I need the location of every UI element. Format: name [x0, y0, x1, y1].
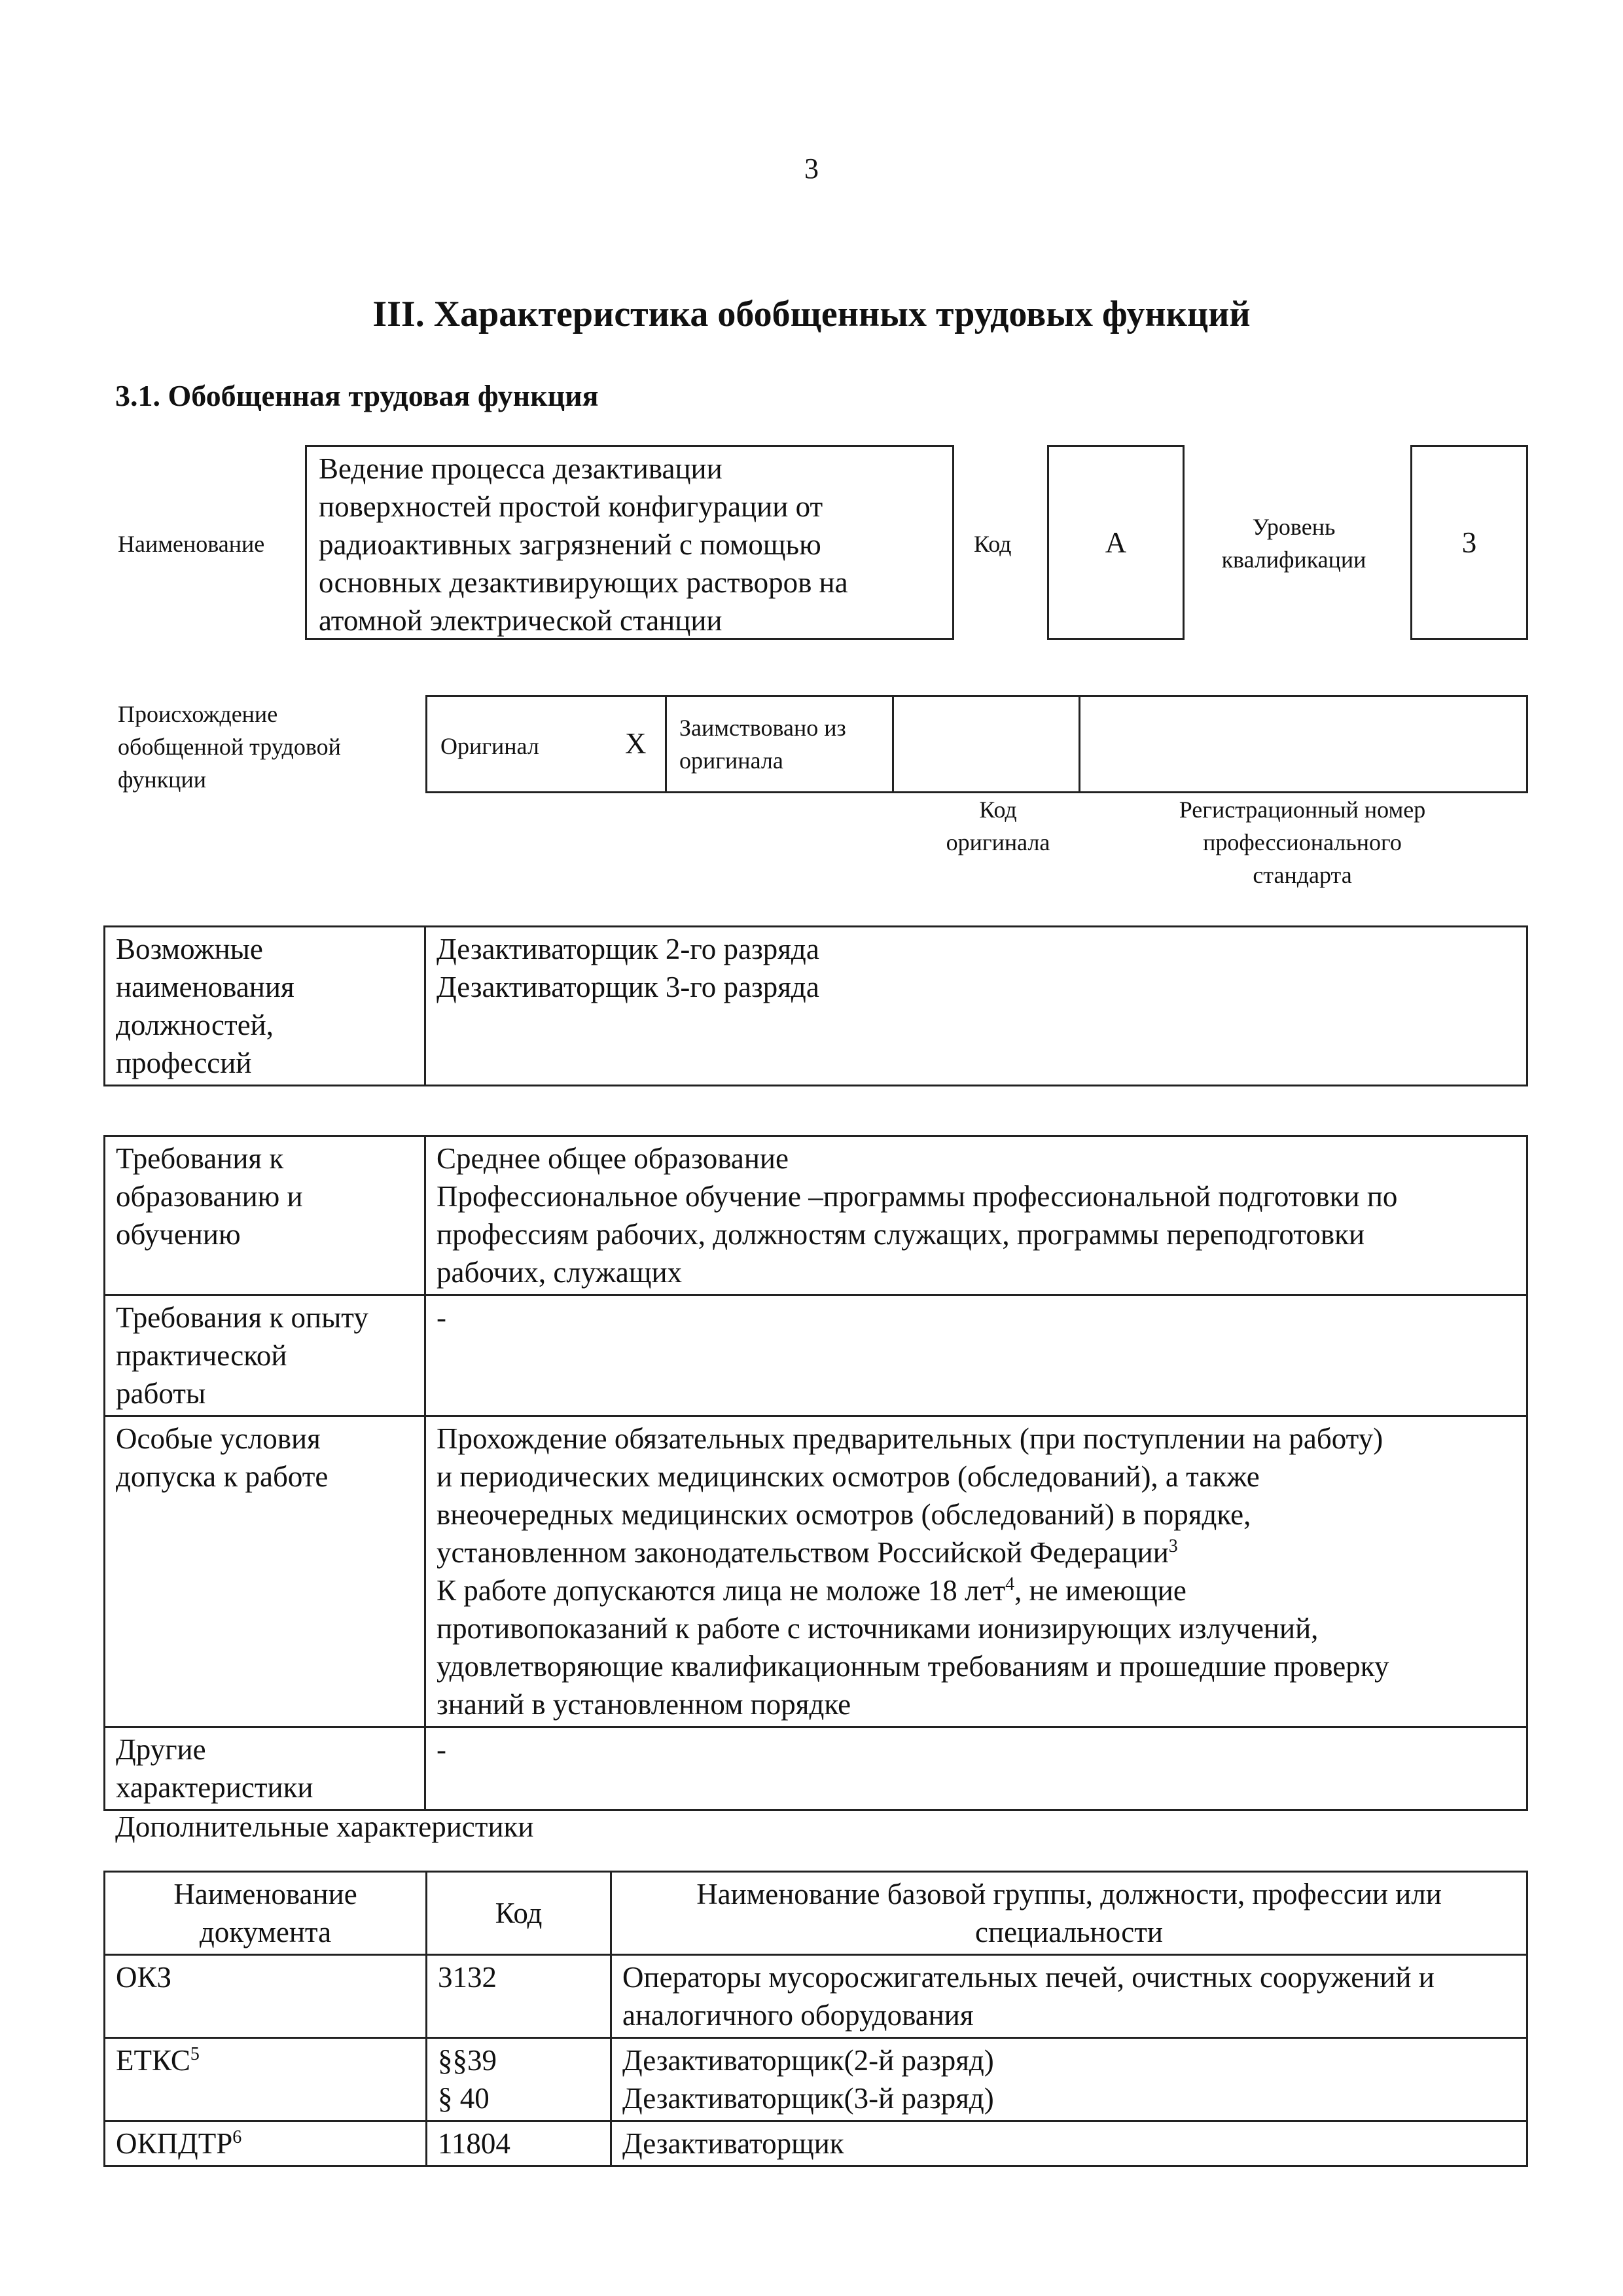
other-label	[105, 1727, 425, 1810]
education-label	[105, 1136, 425, 1295]
level-value: 3	[1461, 526, 1477, 559]
footnote-ref[interactable]: 4	[1005, 1574, 1015, 1594]
name-label: Наименование	[118, 531, 265, 557]
level-label	[1192, 511, 1395, 576]
footnote-ref[interactable]: 5	[190, 2044, 200, 2064]
education-value	[425, 1136, 1527, 1295]
caption-line: профессионального	[1203, 829, 1402, 855]
additional-table	[103, 1871, 1528, 2167]
origin-label-line: обобщенной трудовой	[118, 734, 341, 760]
reg-number-caption	[1099, 793, 1505, 891]
code-line: § 40	[438, 2082, 490, 2115]
other-value: -	[425, 1727, 1527, 1810]
label-line: должностей,	[116, 1009, 274, 1041]
caption-line: Регистрационный номер	[1179, 797, 1426, 823]
origin-label-line: функции	[118, 766, 206, 793]
function-name-line: атомной электрической станции	[319, 604, 722, 637]
code-cell: 3132	[427, 1955, 611, 2038]
level-label-line: Уровень	[1252, 514, 1336, 540]
divider	[892, 697, 894, 791]
table-row	[105, 1416, 1527, 1727]
level-box	[1410, 445, 1528, 640]
name-cell: Дезактиваторщик	[611, 2121, 1527, 2166]
function-name-line: поверхностей простой конфигурации от	[319, 490, 823, 523]
borrowed-label-line: Заимствовано из	[679, 715, 846, 741]
position-name: Дезактиваторщик 2-го разряда	[437, 933, 819, 965]
additional-title: Дополнительные характеристики	[115, 1810, 534, 1843]
table-row	[105, 1136, 1527, 1295]
page-number: 3	[804, 152, 819, 185]
origin-table	[425, 695, 1528, 793]
function-name-line: основных дезактивирующих растворов на	[319, 566, 848, 599]
name-line: Дезактиваторщик(3-й разряд)	[622, 2082, 994, 2115]
label-line: Требования к опыту	[116, 1301, 368, 1334]
function-name-box	[305, 445, 954, 640]
code-line: §§39	[438, 2044, 497, 2077]
original-label: Оригинал	[440, 733, 539, 759]
doc-cell	[105, 2121, 427, 2166]
value-line: знаний в установленном порядке	[437, 1688, 851, 1721]
experience-label	[105, 1295, 425, 1416]
name-line: Дезактиваторщик(2-й разряд)	[622, 2044, 994, 2077]
caption-line: оригинала	[946, 829, 1050, 855]
value-line: и периодических медицинских осмотров (обследований), а также	[437, 1460, 1260, 1493]
positions-table	[103, 925, 1528, 1086]
label-line: работы	[116, 1377, 206, 1410]
table-row	[105, 1955, 1527, 2038]
label-line: Особые условия	[116, 1422, 321, 1455]
borrowed-label-line: оригинала	[679, 747, 783, 774]
code-cell	[427, 2038, 611, 2121]
code-value: А	[1105, 526, 1127, 559]
name-cell	[611, 2038, 1527, 2121]
label-line: характеристики	[116, 1771, 313, 1804]
experience-value: -	[425, 1295, 1527, 1416]
value-line: Профессиональное обучение –программы профессиональной подготовки по	[437, 1180, 1398, 1213]
label-line: Другие	[116, 1733, 206, 1766]
label-line: образованию и	[116, 1180, 303, 1213]
label-line: наименования	[116, 971, 294, 1003]
value-line: удовлетворяющие квалификационным требованиям и прошедшие проверку	[437, 1650, 1389, 1683]
value-line: профессиям рабочих, должностям служащих, программы переподготовки	[437, 1218, 1365, 1251]
value-line	[437, 1571, 1516, 1609]
value-text: К работе допускаются лица не моложе 18 лет	[437, 1574, 1006, 1607]
caption-line: Код	[979, 797, 1017, 823]
original-mark: Х	[625, 727, 647, 760]
value-line	[437, 1534, 1516, 1571]
code-box	[1047, 445, 1185, 640]
subsection-title: 3.1. Обобщенная трудовая функция	[115, 379, 599, 412]
value-line: противопоказаний к работе с источниками ионизирующих излучений,	[437, 1612, 1319, 1645]
name-cell: Операторы мусоросжигательных печей, очистных сооружений и аналогичного оборудования	[611, 1955, 1527, 2038]
header-doc: Наименование документа	[105, 1872, 427, 1955]
label-line: профессий	[116, 1047, 252, 1079]
table-row	[105, 2038, 1527, 2121]
table-row	[105, 2121, 1527, 2166]
code-cell: 11804	[427, 2121, 611, 2166]
value-line: рабочих, служащих	[437, 1256, 683, 1289]
header-name: Наименование базовой группы, должности, профессии или специальности	[611, 1872, 1527, 1955]
positions-label	[105, 927, 425, 1086]
value-text: , не имеющие	[1014, 1574, 1186, 1607]
doc-text: ЕТКС	[116, 2044, 190, 2077]
value-line: Прохождение обязательных предварительных (при поступлении на работу)	[437, 1422, 1383, 1455]
divider	[1079, 697, 1080, 791]
doc-text: ОКПДТР	[116, 2127, 233, 2160]
label-line: обучению	[116, 1218, 241, 1251]
admission-label	[105, 1416, 425, 1727]
function-name-line: Ведение процесса дезактивации	[319, 452, 722, 485]
label-line: Возможные	[116, 933, 263, 965]
footnote-ref[interactable]: 6	[232, 2127, 242, 2147]
section-title: III. Характеристика обобщенных трудовых функций	[372, 294, 1251, 334]
table-row	[105, 927, 1527, 1086]
table-row	[105, 1727, 1527, 1810]
doc-cell: ОКЗ	[105, 1955, 427, 2038]
requirements-table	[103, 1135, 1528, 1811]
value-text: установленном законодательством Российской Федерации	[437, 1536, 1169, 1569]
value-line: Среднее общее образование	[437, 1142, 789, 1175]
origin-label-line: Происхождение	[118, 701, 278, 727]
doc-cell	[105, 2038, 427, 2121]
function-name-line: радиоактивных загрязнений с помощью	[319, 528, 821, 561]
header-code: Код	[427, 1872, 611, 1955]
positions-values	[425, 927, 1527, 1086]
divider	[665, 697, 667, 791]
caption-line: стандарта	[1253, 862, 1352, 888]
label-line: Требования к	[116, 1142, 284, 1175]
table-header-row	[105, 1872, 1527, 1955]
label-line: практической	[116, 1339, 287, 1372]
level-label-line: квалификации	[1221, 547, 1366, 573]
origin-label	[118, 698, 341, 796]
code-original-caption	[897, 793, 1099, 859]
position-name: Дезактиваторщик 3-го разряда	[437, 971, 819, 1003]
borrowed-label	[679, 711, 846, 777]
value-line: внеочередных медицинских осмотров (обследований) в порядке,	[437, 1498, 1251, 1531]
code-label: Код	[974, 531, 1012, 557]
table-row	[105, 1295, 1527, 1416]
footnote-ref[interactable]: 3	[1168, 1536, 1178, 1556]
label-line: допуска к работе	[116, 1460, 329, 1493]
admission-value	[425, 1416, 1527, 1727]
